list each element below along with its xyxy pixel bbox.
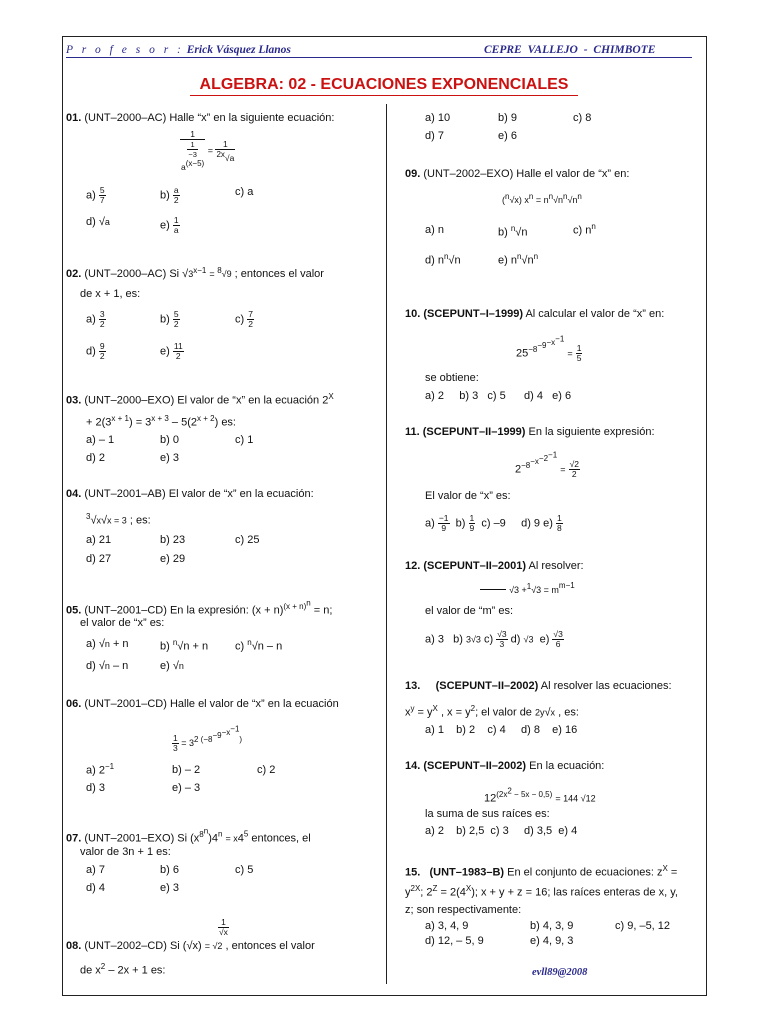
- option-07c[interactable]: c) 5: [235, 864, 254, 876]
- option-09e[interactable]: e) $n^n√n^n$: [498, 252, 539, 267]
- question-08: 08. (UNT–2002–CD) Si (√x) = √2 , entonces el valor: [66, 940, 315, 952]
- option-15b[interactable]: b) 4, 3, 9: [530, 920, 574, 932]
- professor-label: P r o f e s o r :: [66, 44, 184, 56]
- option-04b[interactable]: b) 23: [160, 534, 186, 546]
- option-05d[interactable]: d) √n – n: [86, 660, 129, 672]
- option-04c[interactable]: c) 25: [235, 534, 260, 546]
- question-02-line2: de x + 1, es:: [80, 288, 141, 300]
- question-12-line2: el valor de “m” es:: [425, 605, 514, 617]
- option-15c[interactable]: c) 9, –5, 12: [615, 920, 671, 932]
- equation-08-exponent: $\frac{1}{√x}$: [219, 917, 228, 937]
- equation-09: ($^n$√x) $x^n = n^n√n^n√n^n$: [502, 192, 582, 205]
- question-text: (UNT–2000–AC) Halle “x” en la siguiente ecuación:: [84, 112, 335, 124]
- option-08e[interactable]: e) 6: [498, 130, 517, 142]
- option-01b[interactable]: b) $\frac{a}{2}$: [160, 185, 179, 205]
- option-05b[interactable]: b) $^n$√n + n: [160, 638, 209, 653]
- question-03-line2: + $2(3^{x + 1}) = 3^{x + 3} - 5(2^{x + 2})$ es:: [86, 414, 236, 429]
- option-09b[interactable]: b) $^n$√n: [498, 224, 528, 239]
- option-06c[interactable]: c) 2: [257, 764, 276, 776]
- option-09d[interactable]: d) $n^n√n$: [425, 252, 461, 267]
- question-number: 01.: [66, 112, 82, 124]
- question-12: 12. (SCEPUNT–II–2001) Al resolver:: [405, 560, 584, 572]
- option-03c[interactable]: c) 1: [235, 434, 254, 446]
- option-04a[interactable]: a) 21: [86, 534, 112, 546]
- equation-01: 1 $\frac{1}{-3}$ $a^{(x-5)}$ = $\frac{1}{^{2x}√a}$: [181, 129, 235, 172]
- institution-header: CEPRE VALLEJO - CHIMBOTE: [484, 44, 656, 56]
- option-08a[interactable]: a) 10: [425, 112, 451, 124]
- option-07b[interactable]: b) 6: [160, 864, 179, 876]
- question-13: 13. (SCEPUNT–II–2002) Al resolver las ecuaciones:: [405, 680, 672, 692]
- question-06: 06. (UNT–2001–CD) Halle el valor de “x” en la ecuación: [66, 698, 339, 710]
- option-06b[interactable]: b) – 2: [172, 764, 201, 776]
- option-01c[interactable]: c) a: [235, 186, 254, 198]
- header-rule: [66, 57, 692, 58]
- page-title: ALGEBRA: 02 - ECUACIONES EXPONENCIALES: [199, 76, 569, 93]
- options-11[interactable]: a) $\frac{-1}{9}$ b) $\frac{1}{9}$ c) –9 d) 9 e) $\frac{1}{8}$: [425, 513, 562, 533]
- question-10-line2: se obtiene:: [425, 372, 479, 384]
- option-15e[interactable]: e) 4, 9, 3: [530, 935, 574, 947]
- option-01e[interactable]: e) $\frac{1}{a}$: [160, 215, 179, 235]
- question-07: 07. (UNT–2001–EXO) Si $(x^{8^n})4^n = x4^5$ entonces, el: [66, 826, 311, 845]
- option-04e[interactable]: e) 29: [160, 553, 186, 565]
- option-03d[interactable]: d) 2: [86, 452, 105, 464]
- question-08-line2: de $x^2 - 2x + 1$ es:: [80, 962, 166, 977]
- equation-12: $√3 +^1√3 = m^{m-1}$: [480, 581, 575, 596]
- question-15-line3: z; son respectivamente:: [405, 904, 522, 916]
- option-15a[interactable]: a) 3, 4, 9: [425, 920, 469, 932]
- question-15-line2: $y^{2X}$; $2^Z = 2(4^X)$; x + y + z = 16; las raíces enteras de x, y,: [405, 884, 678, 899]
- options-13[interactable]: a) 1 b) 2 c) 4 d) 8 e) 16: [425, 724, 578, 736]
- question-01: [66, 112, 334, 124]
- option-01a[interactable]: a) $\frac{5}{7}$: [86, 185, 105, 205]
- equation-04: $^3$√x√x = 3 ; es:: [86, 512, 151, 527]
- option-05c[interactable]: c) $^n$√n – n: [235, 638, 283, 653]
- option-05e[interactable]: e) √n: [160, 660, 184, 672]
- option-07d[interactable]: d) 4: [86, 882, 105, 894]
- option-03b[interactable]: b) 0: [160, 434, 179, 446]
- question-05-line2: el valor de “x” es:: [80, 617, 165, 629]
- question-11-line2: El valor de “x” es:: [425, 490, 511, 502]
- professor-name: Erick Vásquez Llanos: [186, 44, 291, 56]
- column-divider: [386, 104, 387, 984]
- option-04d[interactable]: d) 27: [86, 553, 112, 565]
- equation-14: $12^{(2x^2 - 5x - 0,5)} = 144$ √12: [484, 786, 596, 805]
- option-02c[interactable]: c) $\frac{7}{2}$: [235, 309, 253, 329]
- footer-signature: evll89@2008: [532, 967, 588, 978]
- question-07-line2: valor de 3n + 1 es:: [80, 846, 171, 858]
- option-02a[interactable]: a) $\frac{3}{2}$: [86, 309, 105, 329]
- option-07a[interactable]: a) 7: [86, 864, 105, 876]
- option-02b[interactable]: b) $\frac{5}{2}$: [160, 309, 179, 329]
- option-03a[interactable]: a) – 1: [86, 434, 115, 446]
- options-12[interactable]: a) 3 b) 3√3 c) $\frac{√3}{3}$ d) √3 e) $\frac{√3}{6}$: [425, 629, 563, 649]
- question-14: 14. (SCEPUNT–II–2002) En la ecuación:: [405, 760, 605, 772]
- equation-10: $25^{-8^{-9^{-x^{-1}}}}$ = $\frac{1}{5}$: [516, 334, 582, 364]
- question-02: 02. (UNT–2000–AC) Si $√3^{x-1} = ^8√9$ ; entonces el valor: [66, 266, 324, 280]
- option-06d[interactable]: d) 3: [86, 782, 105, 794]
- question-14-line2: la suma de sus raíces es:: [425, 808, 550, 820]
- question-10: 10. (SCEPUNT–I–1999) Al calcular el valor de “x” en:: [405, 308, 665, 320]
- option-06a[interactable]: a) $2^{-1}$: [86, 762, 115, 777]
- option-08b[interactable]: b) 9: [498, 112, 517, 124]
- option-15d[interactable]: d) 12, – 5, 9: [425, 935, 484, 947]
- equation-11: $2^{-8^{-x^{-2^{-1}}}}$ = $\frac{√2}{2}$: [515, 450, 579, 480]
- option-05a[interactable]: a) √n + n: [86, 638, 129, 650]
- title-underline: [190, 95, 578, 96]
- options-10[interactable]: a) 2 b) 3 c) 5 d) 4 e) 6: [425, 390, 572, 402]
- option-02e[interactable]: e) $\frac{11}{2}$: [160, 341, 183, 361]
- question-09: 09. (UNT–2002–EXO) Halle el valor de “x” en:: [405, 168, 630, 180]
- question-04: 04. (UNT–2001–AB) El valor de “x” en la ecuación:: [66, 488, 314, 500]
- option-02d[interactable]: d) $\frac{9}{2}$: [86, 341, 105, 361]
- option-01d[interactable]: d) √a: [86, 216, 110, 228]
- option-03e[interactable]: e) 3: [160, 452, 179, 464]
- option-06e[interactable]: e) – 3: [172, 782, 201, 794]
- equation-13: $x^y = y^X$ , $x = y^2$; el valor de 2y√x , es:: [405, 704, 579, 719]
- option-09c[interactable]: c) $n^n$: [573, 222, 596, 237]
- options-14[interactable]: a) 2 b) 2,5 c) 3 d) 3,5 e) 4: [425, 825, 578, 837]
- question-11: 11. (SCEPUNT–II–1999) En la siguiente expresión:: [405, 426, 655, 438]
- question-03: 03. (UNT–2000–EXO) El valor de “x” en la ecuación $2^X$: [66, 392, 334, 407]
- question-05: 05. (UNT–2001–CD) En la expresión: $(x + n)^{(x + n)^n} = n$;: [66, 598, 333, 617]
- question-15: 15. (UNT–1983–B) En el conjunto de ecuaciones: $z^X$ =: [405, 864, 678, 879]
- option-08d[interactable]: d) 7: [425, 130, 444, 142]
- equation-06: $\frac{1}{3}$ = $3^{2 (-8^{-9^{-x^{-1}}})}$: [173, 724, 243, 754]
- option-07e[interactable]: e) 3: [160, 882, 179, 894]
- option-09a[interactable]: a) n: [425, 224, 444, 236]
- option-08c[interactable]: c) 8: [573, 112, 592, 124]
- professor-header: [66, 44, 291, 56]
